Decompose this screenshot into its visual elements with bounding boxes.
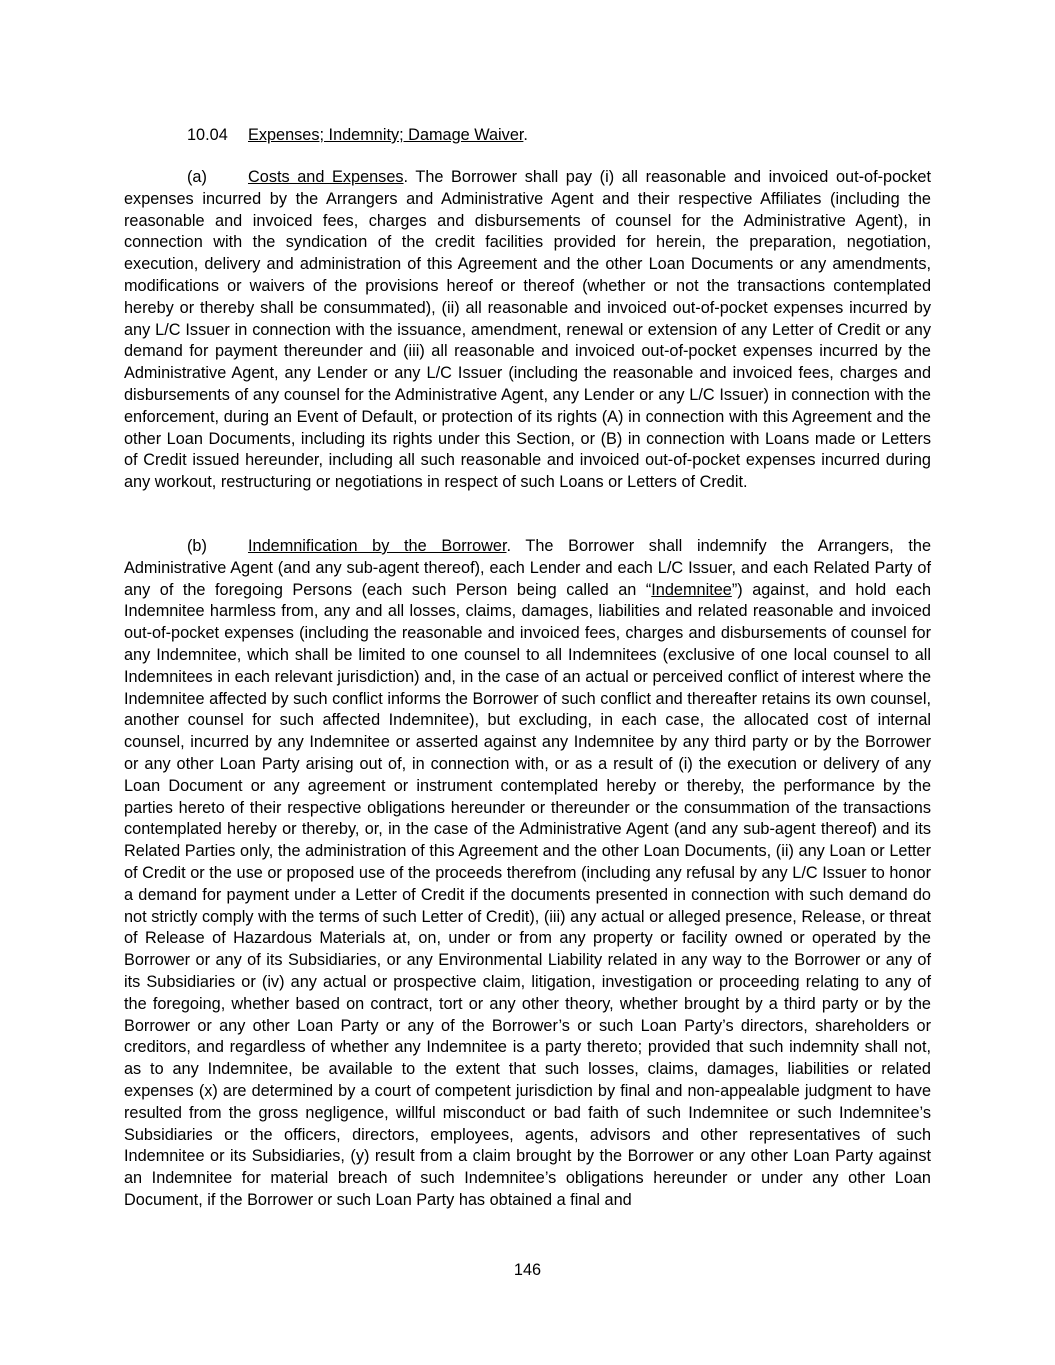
section-number: 10.04 — [187, 126, 228, 144]
section-heading — [187, 125, 528, 147]
paragraph-label: (a) — [187, 168, 207, 186]
paragraph-body-part-1: The Borrower shall indemnify the Arrangers, the Administrative Agent (and any sub-agent thereof), each Lender and each L/C Issuer, and each Related Party of any of the foregoing Persons (each such Person being called an “ — [124, 537, 932, 599]
paragraph-label: (b) — [187, 537, 207, 555]
paragraph-heading: Indemnification by the Borrower — [248, 537, 507, 555]
paragraph-heading-period: . — [403, 168, 409, 186]
paragraph-costs-and-expenses — [124, 167, 931, 494]
page-number: 146 — [513, 1261, 542, 1279]
paragraph-heading: Costs and Expenses — [248, 168, 404, 186]
paragraph-heading-period: . — [506, 537, 512, 555]
paragraph-body: The Borrower shall pay (i) all reasonable and invoiced out-of-pocket expenses incurred by the Arrangers and Administrative Agent and their respective Affiliates (including the reasonable and invoiced fees, charges and disbursements of counsel for the Administrative Agent), in connection with the syndication of the credit facilities provided for herein, the preparation, negotiation, execution, delivery and administration of this Agreement and the other Loan Documents or any amendments, modifications or waivers of the provisions hereof or thereof (whether or not the transactions contemplated hereby or thereby shall be consummated), (ii) all reasonable and invoiced out-of-pocket expenses incurred by any L/C Issuer in connection with the issuance, amendment, renewal or extension of any Letter of Credit or any demand for payment thereunder and (iii) all reasonable and invoiced out-of-pocket expenses incurred by the Administrative Agent, any Lender or any L/C Issuer (including the reasonable and invoiced fees, charges and disbursements of any counsel for the Administrative Agent, any Lender or any L/C Issuer) in connection with the enforcement, during an Event of Default, or protection of its rights (A) in connection with this Agreement and the other Loan Documents, including its rights under this Section, or (B) in connection with Loans made or Letters of Credit issued hereunder, including all such reasonable and invoiced out-of-pocket expenses incurred during any workout, restructuring or negotiations in respect of such Loans or Letters of Credit. — [124, 168, 931, 492]
paragraph-indemnification — [124, 536, 931, 1212]
section-title-period: . — [523, 126, 528, 144]
defined-term: Indemnitee — [651, 580, 732, 599]
section-title: Expenses; Indemnity; Damage Waiver — [248, 126, 524, 144]
paragraph-body-part-2: ”) against, and hold each Indemnitee harmless from, any and all losses, claims, damages, liabilities and related reasonable and invoiced out-of-pocket expenses (including the reasonable and invoiced fees, charges and disbursements of counsel for any Indemnitee, which shall be limited to one counsel to all Indemnitees (exclusive of one local counsel to all Indemnitees in each relevant jurisdiction) and, in the case of an actual or perceived conflict of interest where the Indemnitee affected by such conflict informs the Borrower of such conflict and thereafter retains its own counsel, another counsel for such affected Indemnitee), but excluding, in each case, the allocated cost of internal counsel, incurred by any Indemnitee or asserted against any Indemnitee by any third party or by the Borrower or any other Loan Party arising out of, in connection with, or as a result of (i) the execution or delivery of any Loan Document or any agreement or instrument contemplated hereby or thereby, the performance by the parties hereto of their respective obligations hereunder or thereunder or the consummation of the transactions contemplated hereby or thereby, or, in the case of the Administrative Agent (and any sub-agent thereof) and its Related Parties only, the administration of this Agreement and the other Loan Documents, (ii) any Loan or Letter of Credit or the use or proposed use of the proceeds therefrom (including any refusal by any L/C Issuer to honor a demand for payment under a Letter of Credit if the documents presented in connection with such demand do not strictly comply with the terms of such Letter of Credit), (iii) any actual or alleged presence, Release, or threat of Release of Hazardous Materials at, on, under or from any property or facility owned or operated by the Borrower or any of its Subsidiaries, or any Environmental Liability related in any way to the Borrower or any of its Subsidiaries or (iv) any actual or prospective claim, litigation, investigation or proceeding relating to any of the foregoing, whether based on contract, tort or any other theory, whether brought by a third party or by the Borrower or any other Loan Party or any of the Borrower’s or such Loan Party’s directors, shareholders or creditors, and regardless of whether any Indemnitee is a party thereto; provided that such indemnity shall not, as to any Indemnitee, be available to the extent that such losses, claims, damages, liabilities or related expenses (x) are determined by a court of competent jurisdiction by final and non-appealable judgment to have resulted from the gross negligence, willful misconduct or bad faith of such Indemnitee or such Indemnitee’s Subsidiaries or the officers, directors, employees, agents, advisors and other representatives of such Indemnitee or its Subsidiaries, (y) result from a claim brought by the Borrower or any other Loan Party against an Indemnitee for material breach of such Indemnitee’s obligations hereunder or under any other Loan Document, if the Borrower or such Loan Party has obtained a final and — [124, 580, 931, 1209]
